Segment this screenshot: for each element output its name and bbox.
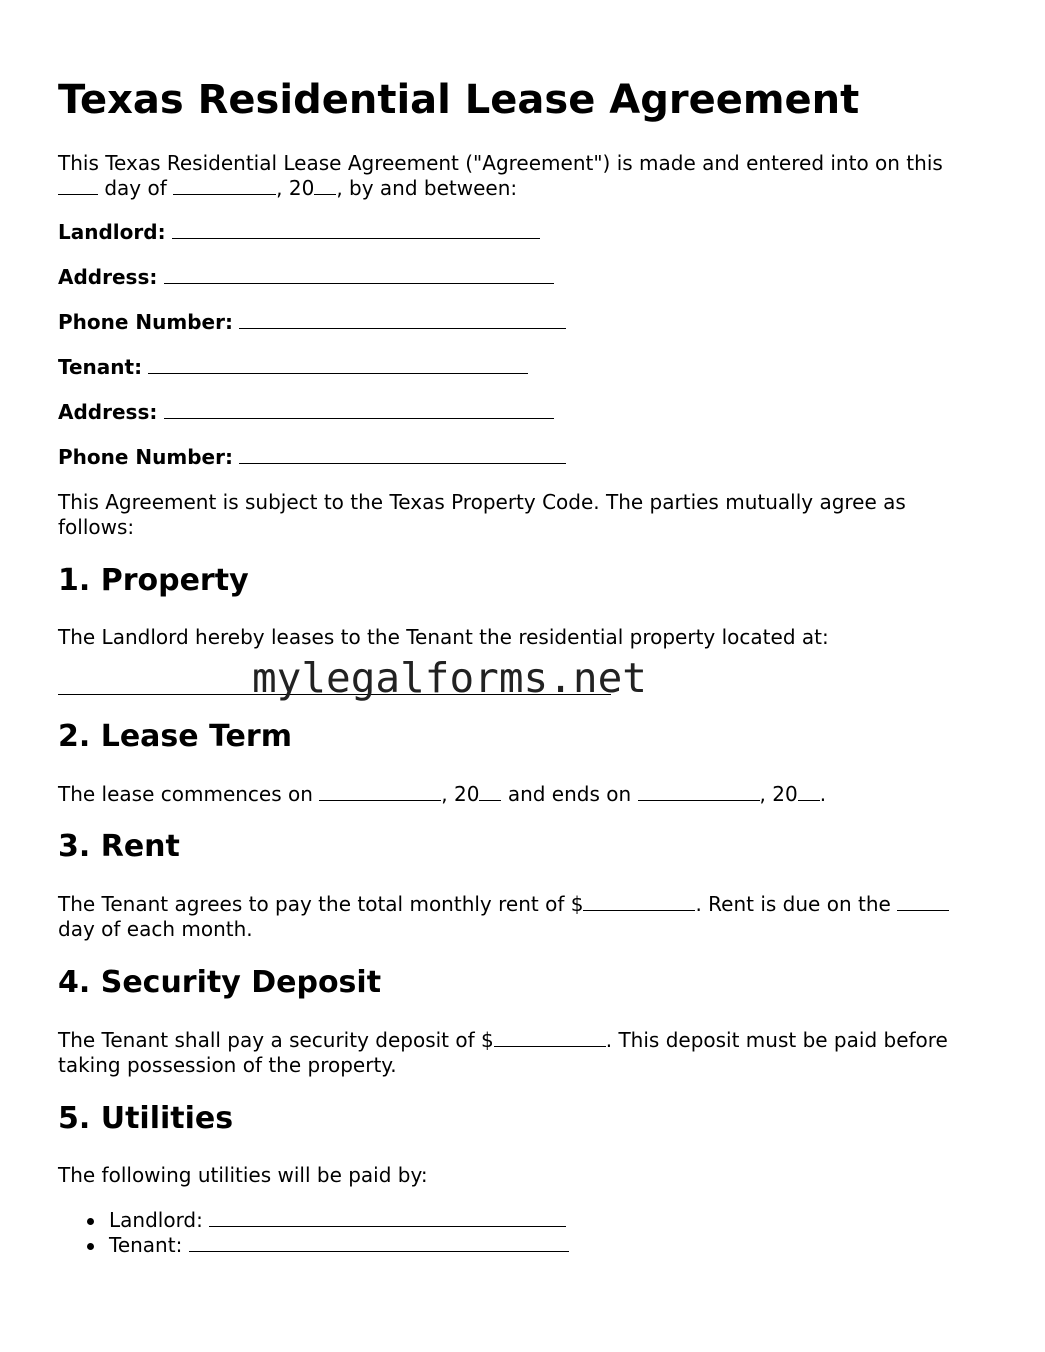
tenant-address-field [58, 400, 554, 424]
list-item [58, 1208, 569, 1233]
landlord-blank[interactable] [172, 220, 540, 239]
tenant-phone-label: Phone Number: [58, 445, 233, 469]
rent-text-3: day of each month. [58, 916, 253, 941]
tenant-phone-blank[interactable] [239, 445, 566, 464]
lease-term-text-4: , 20 [759, 782, 798, 806]
landlord-phone-blank[interactable] [239, 310, 566, 329]
utilities-tenant-blank[interactable] [189, 1237, 569, 1252]
intro-paragraph [58, 151, 978, 200]
day-blank[interactable] [58, 180, 98, 195]
lease-term-text-1: The lease commences on [58, 782, 313, 806]
start-year-blank[interactable] [479, 786, 501, 801]
watermark: mylegalforms.net [252, 654, 647, 702]
section-lease-term-heading: 2. Lease Term [58, 719, 292, 754]
year-blank[interactable] [314, 180, 336, 195]
utilities-landlord-blank[interactable] [209, 1212, 566, 1227]
landlord-address-field [58, 265, 554, 289]
document-title: Texas Residential Lease Agreement [58, 77, 860, 123]
landlord-phone-field [58, 310, 566, 334]
bullet-icon [87, 1218, 94, 1225]
start-date-blank[interactable] [319, 786, 441, 801]
section-lease-term-text [58, 782, 978, 807]
tenant-address-blank[interactable] [164, 400, 554, 419]
deposit-amount-blank[interactable] [494, 1032, 606, 1047]
month-blank[interactable] [173, 180, 276, 195]
section-property-heading: 1. Property [58, 563, 249, 598]
rent-amount-blank[interactable] [583, 896, 695, 911]
rent-due-day-blank[interactable] [897, 896, 949, 911]
intro-text-2: day of [104, 175, 167, 200]
bullet-icon [87, 1243, 94, 1250]
tenant-field [58, 355, 528, 379]
lease-term-text-5: . [819, 782, 827, 806]
landlord-field [58, 220, 540, 244]
tenant-blank[interactable] [148, 355, 528, 374]
intro-text-4: , by and between: [336, 175, 518, 200]
rent-text-2: . Rent is due on the [695, 892, 891, 916]
section-utilities-heading: 5. Utilities [58, 1101, 234, 1136]
utilities-landlord-label: Landlord: [109, 1208, 203, 1232]
section-rent-heading: 3. Rent [58, 829, 180, 864]
end-year-blank[interactable] [798, 786, 820, 801]
rent-text-1: The Tenant agrees to pay the total monthly rent of $ [58, 892, 584, 916]
landlord-label: Landlord: [58, 220, 166, 244]
deposit-text-2: . This deposit must be paid before taking possession of the property. [58, 1028, 948, 1077]
end-date-blank[interactable] [638, 786, 760, 801]
landlord-address-label: Address: [58, 265, 158, 289]
lease-term-text-2: , 20 [441, 782, 480, 806]
landlord-phone-label: Phone Number: [58, 310, 233, 334]
intro-text-3: , 20 [276, 175, 315, 200]
lease-term-text-3: and ends on [507, 782, 632, 806]
utilities-tenant-label: Tenant: [109, 1232, 183, 1257]
utilities-list [58, 1208, 569, 1257]
section-security-deposit-text [58, 1028, 978, 1077]
intro-text-1: This Texas Residential Lease Agreement ("Agreement") is made and entered into on this [58, 151, 943, 175]
section-rent-text [58, 892, 978, 941]
tenant-phone-field [58, 445, 566, 469]
code-statement: This Agreement is subject to the Texas Property Code. The parties mutually agree as follows: [58, 490, 906, 539]
tenant-address-label: Address: [58, 400, 158, 424]
deposit-text-1: The Tenant shall pay a security deposit of $ [58, 1028, 494, 1052]
tenant-label: Tenant: [58, 355, 143, 379]
section-security-deposit-heading: 4. Security Deposit [58, 965, 382, 1000]
list-item [58, 1233, 569, 1258]
section-utilities-text: The following utilities will be paid by: [58, 1163, 428, 1187]
landlord-address-blank[interactable] [164, 265, 554, 284]
section-property-text: The Landlord hereby leases to the Tenant the residential property located at: [58, 625, 829, 649]
